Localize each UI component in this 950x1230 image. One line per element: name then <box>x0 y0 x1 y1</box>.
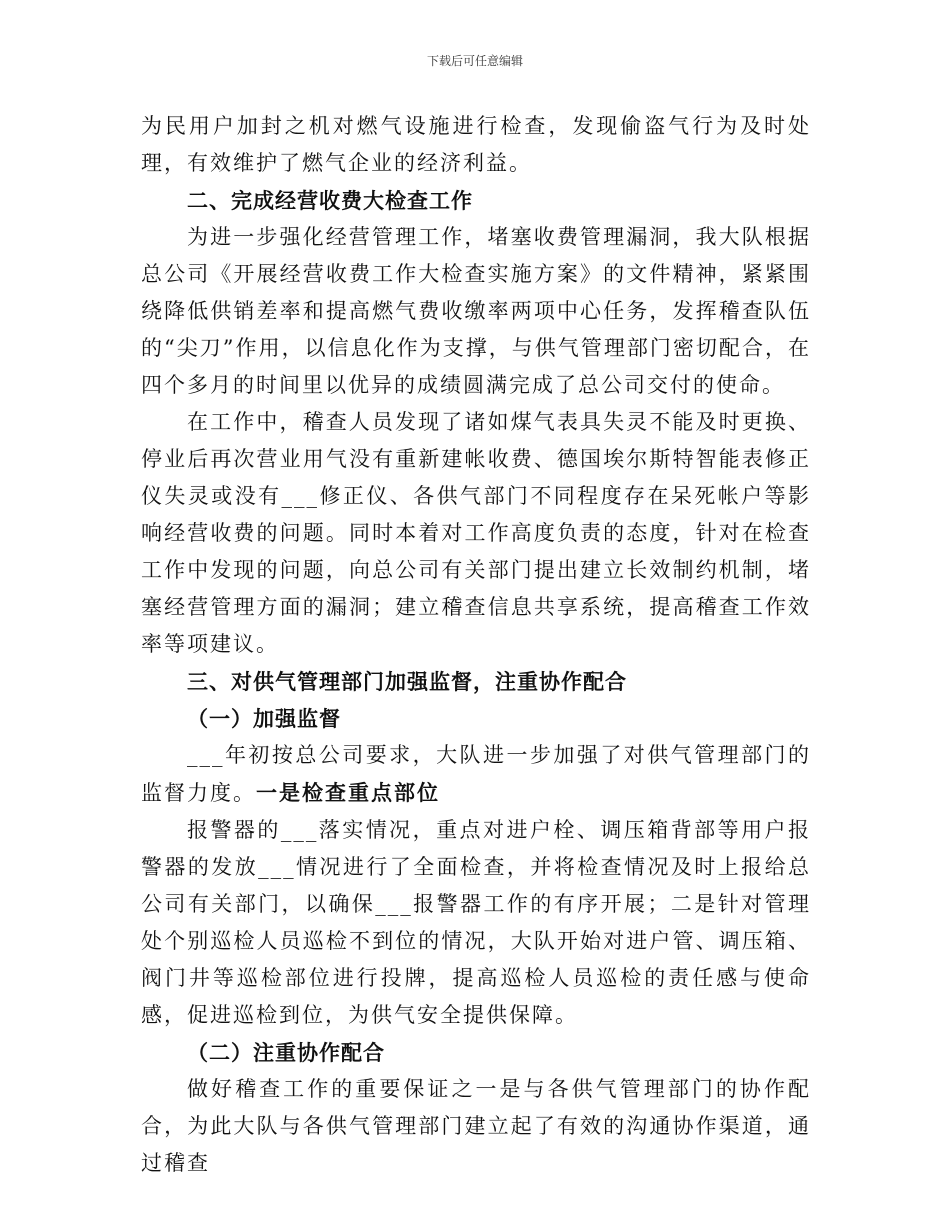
subsection-heading-1: （一）加强监督 <box>187 706 341 731</box>
paragraph-2: 为进一步强化经营管理工作，堵塞收费管理漏洞，我大队根据总公司《开展经营收费工作大检查实施方案》的文件精神，紧紧围绕降低供销差率和提高燃气费收缴率两项中心任务，发挥稽查队伍的“尖刀”作用，以信息化作为支撑，与供气管理部门密切配合，在四个多月的时间里以优异的成绩圆满完成了总公司交付的使命。 <box>141 225 811 397</box>
subsection-heading-2: （二）注重协作配合 <box>187 1040 385 1065</box>
paragraph-1: 为民用户加封之机对燃气设施进行检查，发现偷盗气行为及时处理，有效维护了燃气企业的经济利益。 <box>141 114 811 175</box>
paragraph-3: 在工作中，稽查人员发现了诸如煤气表具失灵不能及时更换、停业后再次营业用气没有重新建帐收费、德国埃尔斯特智能表修正仪失灵或没有___修正仪、各供气部门不同程度存在呆死帐户等影响经营收费的问题。同时本着对工作高度负责的态度，针对在检查工作中发现的问题，向总公司有关部门提出建立长效制约机制，堵塞经营管理方面的漏洞；建立稽查信息共享系统，提高稽查工作效率等项建议。 <box>141 410 811 656</box>
section-heading-2: 二、完成经营收费大检查工作 <box>187 188 473 213</box>
paragraph-4-text: ___年初按总公司要求，大队进一步加强了对供气管理部门的监督力度。 <box>141 743 811 805</box>
document-body <box>141 108 811 1182</box>
paragraph-5: 报警器的___落实情况，重点对进户栓、调压箱背部等用户报警器的发放___情况进行了全面检查，并将检查情况及时上报给总公司有关部门，以确保___报警器工作的有序开展；二是针对管理处个别巡检人员巡检不到位的情况，大队开始对进户管、调压箱、阀门井等巡检部位进行投牌，提高巡检人员巡检的责任感与使命感，促进巡检到位，为供气安全提供保障。 <box>141 818 811 1027</box>
paragraph-4-bold: 一是检查重点部位 <box>256 780 440 805</box>
section-heading-3: 三、对供气管理部门加强监督，注重协作配合 <box>187 669 627 694</box>
paragraph-4 <box>141 737 811 812</box>
page-header: 下载后可任意编辑 <box>426 54 523 68</box>
paragraph-6: 做好稽查工作的重要保证之一是与各供气管理部门的协作配合，为此大队与各供气管理部门建立起了有效的沟通协作渠道，通过稽查 <box>141 1077 811 1175</box>
